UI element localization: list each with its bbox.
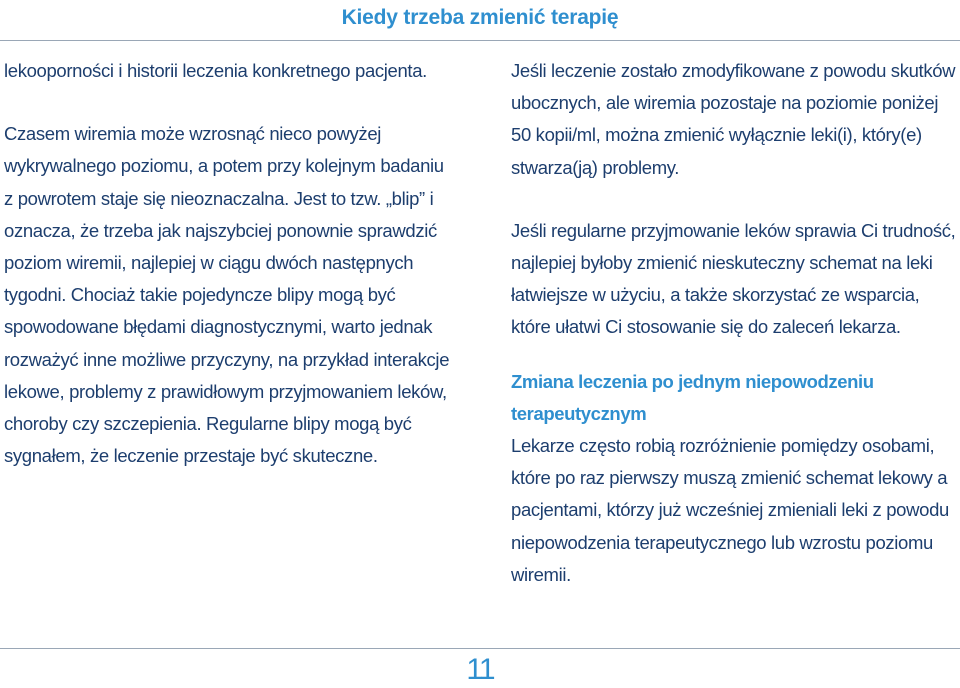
header-divider	[0, 40, 960, 41]
footer-divider	[0, 648, 960, 649]
left-paragraph-2: Czasem wiremia może wzrosnąć nieco powyżej wykrywalnego poziomu, a potem przy kolejnym badaniu z powrotem staje się nieoznaczalna. Jest to tzw. „blip” i oznacza, że trzeba jak najszybciej ponownie sprawdzić poziom wiremii, najlepiej w ciągu dwóch następnych tygodni. Chociaż takie pojedyncze blipy mogą być spowodowane błędami diagnostycznymi, warto jednak rozważyć inne możliwe przyczyny, na przykład interakcje lekowe, problemy z prawidłowym przyjmowaniem leków, choroby czy szczepienia. Regularne blipy mogą być sygnałem, że leczenie przestaje być skuteczne.	[4, 123, 450, 467]
right-column	[511, 55, 957, 591]
right-paragraph-1: Jeśli leczenie zostało zmodyfikowane z powodu skutków ubocznych, ale wiremia pozostaje na poziomie poniżej 50 kopii/ml, można zmienić wyłącznie leki(i), który(e) stwarza(ją) problemy.	[511, 60, 956, 178]
section-paragraph: Lekarze często robią rozróżnienie pomiędzy osobami, które po raz pierwszy muszą zmienić schemat lekowy a pacjentami, którzy już wcześniej zmieniali leki z powodu niepowodzenia terapeutycznego lub wzrostu poziomu wiremii.	[511, 435, 949, 585]
page-number: 11	[466, 653, 494, 686]
left-column	[4, 55, 454, 472]
left-paragraph-1: lekooporności i historii leczenia konkretnego pacjenta.	[4, 60, 427, 81]
right-paragraph-2: Jeśli regularne przyjmowanie leków sprawia Ci trudność, najlepiej byłoby zmienić nieskuteczny schemat na leki łatwiejsze w użyciu, a także skorzystać ze wsparcia, które ułatwi Ci stosowanie się do zaleceń lekarza.	[511, 219, 956, 338]
section-heading: Zmiana leczenia po jednym niepowodzeniu terapeutycznym	[511, 370, 874, 424]
page-header-title: Kiedy trzeba zmienić terapię	[341, 6, 619, 29]
